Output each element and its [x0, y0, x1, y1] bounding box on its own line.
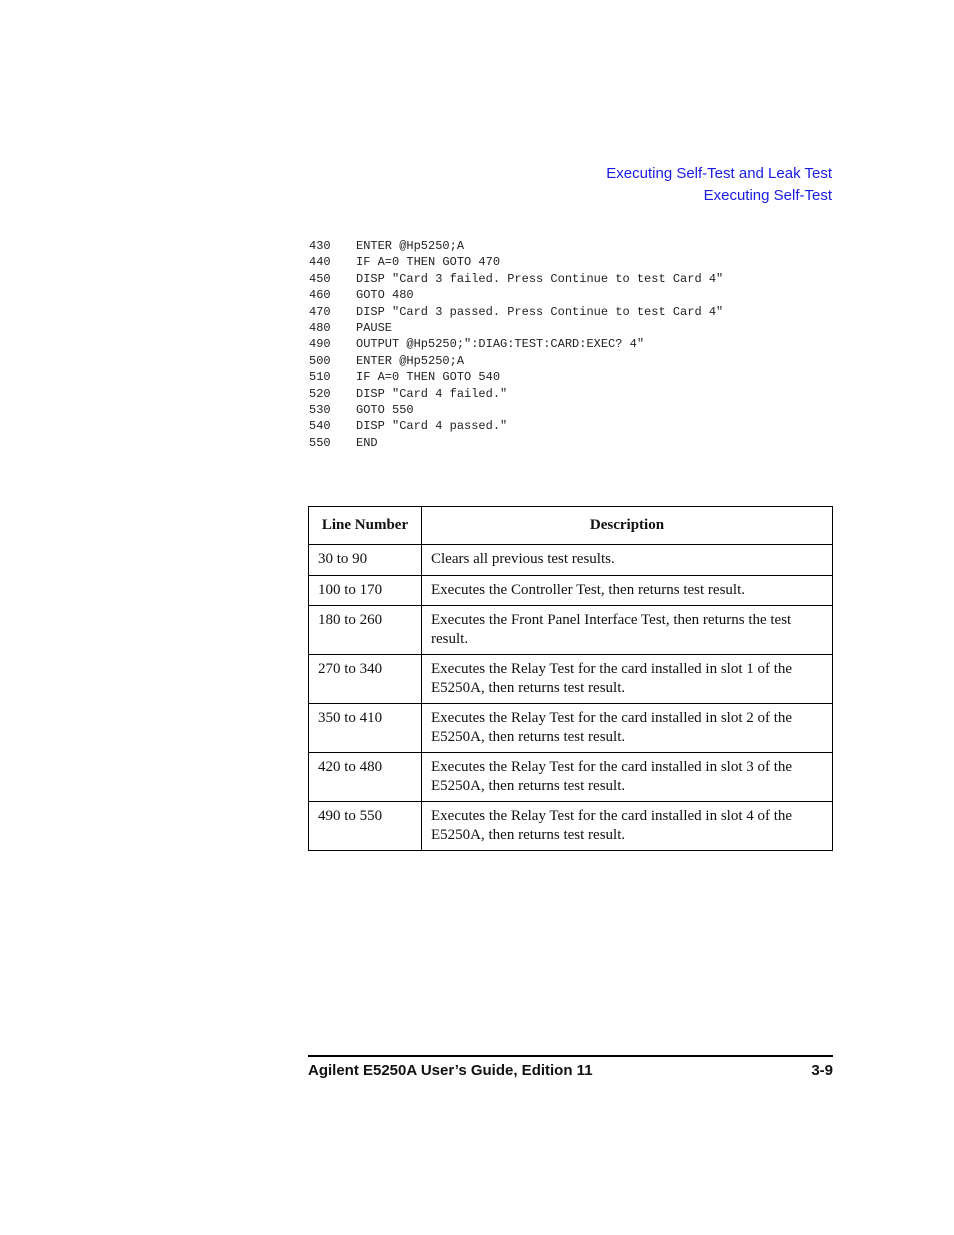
- code-statement: DISP "Card 3 passed. Press Continue to test Card 4": [356, 304, 724, 319]
- code-line-number: 550: [309, 435, 331, 450]
- code-line: [309, 320, 723, 336]
- table-row: [309, 655, 833, 704]
- line-range-cell: 350 to 410: [309, 704, 422, 753]
- code-statement: DISP "Card 3 failed. Press Continue to test Card 4": [356, 271, 724, 286]
- code-line-number: 540: [309, 419, 331, 434]
- chapter-link[interactable]: Executing Self-Test and Leak Test: [606, 165, 832, 182]
- code-statement: PAUSE: [356, 320, 393, 335]
- code-line: [309, 271, 723, 287]
- code-statement: GOTO 480: [356, 288, 414, 303]
- code-line: [309, 336, 723, 352]
- code-statement: ENTER @Hp5250;A: [356, 239, 465, 253]
- page-number: 3-9: [811, 1062, 833, 1079]
- code-line-number: 450: [309, 271, 331, 286]
- description-cell: Executes the Front Panel Interface Test, then returns the test result.: [422, 606, 833, 655]
- line-range-cell: 100 to 170: [309, 575, 422, 606]
- code-line: [309, 254, 723, 270]
- code-statement: ENTER @Hp5250;A: [356, 353, 465, 368]
- code-statement: DISP "Card 4 failed.": [356, 386, 508, 401]
- line-range-cell: 490 to 550: [309, 802, 422, 851]
- table-header-row: [309, 507, 833, 545]
- running-header: [606, 163, 832, 207]
- line-range-cell: 270 to 340: [309, 655, 422, 704]
- description-cell: Clears all previous test results.: [422, 545, 833, 576]
- column-header-description: Description: [422, 507, 833, 545]
- code-line: [309, 353, 723, 369]
- page-footer: [308, 1062, 833, 1079]
- code-line: [309, 369, 723, 385]
- description-cell: Executes the Relay Test for the card installed in slot 1 of the E5250A, then returns test result.: [422, 655, 833, 704]
- code-line-number: 440: [309, 255, 331, 270]
- description-cell: Executes the Relay Test for the card installed in slot 3 of the E5250A, then returns test result.: [422, 753, 833, 802]
- code-line-number: 530: [309, 402, 331, 417]
- code-line: [309, 304, 723, 320]
- code-line: [309, 435, 723, 451]
- table-row: [309, 575, 833, 606]
- table-row: [309, 606, 833, 655]
- code-line: [309, 287, 723, 303]
- code-line: [309, 402, 723, 418]
- footer-divider: [308, 1055, 833, 1057]
- code-statement: IF A=0 THEN GOTO 540: [356, 370, 501, 385]
- line-range-cell: 30 to 90: [309, 545, 422, 576]
- description-cell: Executes the Relay Test for the card installed in slot 4 of the E5250A, then returns test result.: [422, 802, 833, 851]
- code-line-number: 500: [309, 353, 331, 368]
- table-row: [309, 753, 833, 802]
- column-header-line-number: Line Number: [309, 507, 422, 545]
- code-statement: GOTO 550: [356, 402, 414, 417]
- code-line-number: 480: [309, 320, 331, 335]
- description-cell: Executes the Controller Test, then returns test result.: [422, 575, 833, 606]
- table-row: [309, 802, 833, 851]
- table-row: [309, 704, 833, 753]
- line-range-cell: 180 to 260: [309, 606, 422, 655]
- code-statement: OUTPUT @Hp5250;":DIAG:TEST:CARD:EXEC? 4": [356, 337, 645, 352]
- code-line-number: 470: [309, 304, 331, 319]
- description-cell: Executes the Relay Test for the card installed in slot 2 of the E5250A, then returns test result.: [422, 704, 833, 753]
- section-link[interactable]: Executing Self-Test: [703, 187, 832, 204]
- line-range-cell: 420 to 480: [309, 753, 422, 802]
- code-line-number: 510: [309, 370, 331, 385]
- code-line: [309, 238, 723, 254]
- code-line-number: 430: [309, 239, 331, 253]
- code-statement: END: [356, 435, 378, 450]
- code-statement: IF A=0 THEN GOTO 470: [356, 255, 501, 270]
- code-line: [309, 386, 723, 402]
- code-listing: [309, 238, 723, 451]
- table-row: [309, 545, 833, 576]
- code-line: [309, 418, 723, 434]
- code-line-number: 490: [309, 337, 331, 352]
- line-description-table: [308, 506, 833, 851]
- guide-title: Agilent E5250A User’s Guide, Edition 11: [308, 1062, 593, 1079]
- code-line-number: 520: [309, 386, 331, 401]
- code-statement: DISP "Card 4 passed.": [356, 419, 508, 434]
- code-line-number: 460: [309, 288, 331, 303]
